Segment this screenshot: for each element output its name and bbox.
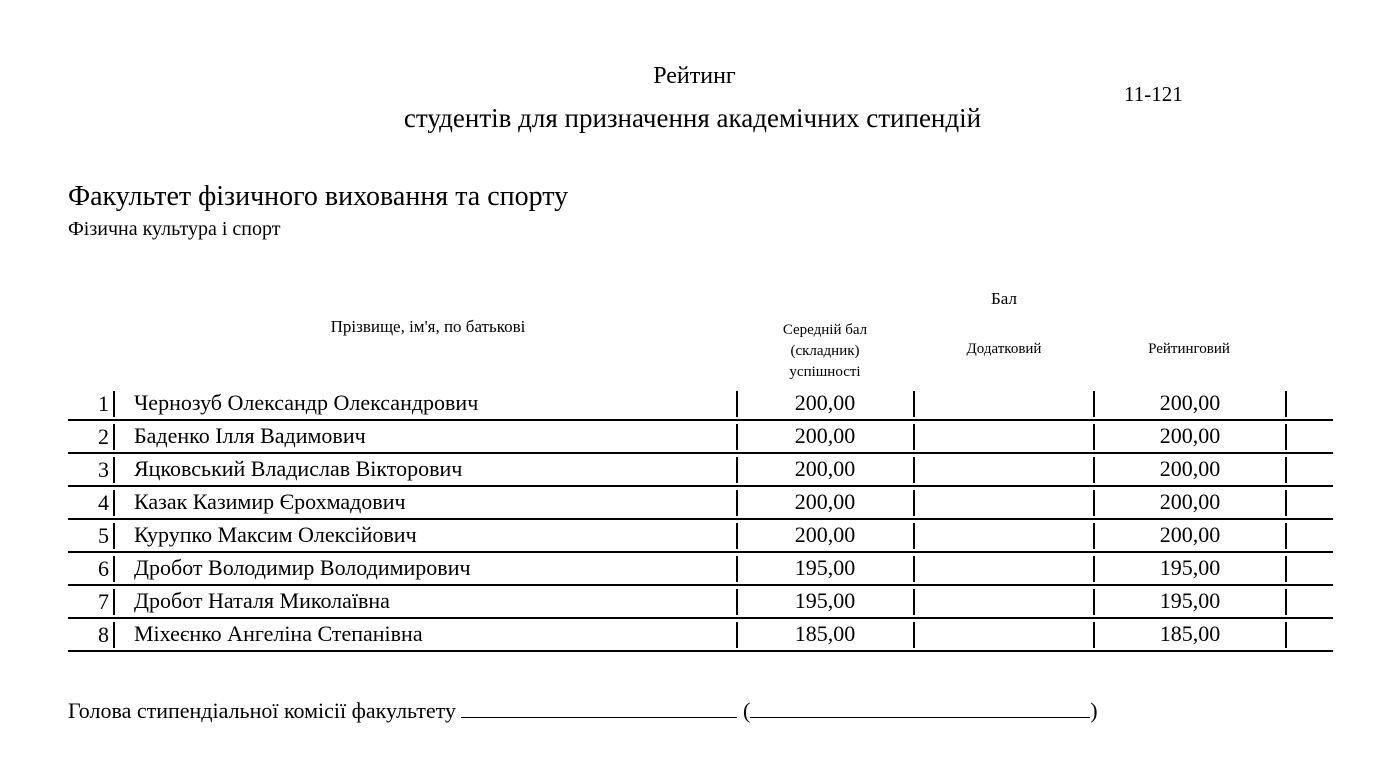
column-divider: [1093, 622, 1095, 648]
additional-score: [914, 487, 1094, 518]
average-score: 200,00: [794, 456, 856, 481]
row-number: 2: [68, 424, 115, 450]
rating-score: 185,00: [1159, 621, 1221, 646]
additional-score: [914, 586, 1094, 617]
table-row: [68, 586, 1333, 619]
name-line: [750, 697, 1090, 718]
table-row: [68, 487, 1333, 520]
column-divider: [1285, 424, 1287, 450]
column-header-average: [740, 320, 910, 383]
group-code: 11-121: [1124, 82, 1183, 106]
student-name: Міхеєнко Ангеліна Степанівна: [134, 621, 423, 646]
rating-score: 195,00: [1159, 555, 1221, 580]
average-score: 195,00: [794, 588, 856, 613]
specialty-name: Фізична культура і спорт: [68, 218, 281, 240]
student-name: Баденко Ілля Вадимович: [134, 423, 366, 448]
rating-score: 200,00: [1159, 390, 1221, 415]
column-header-average-line2: (складник): [790, 343, 860, 359]
column-divider: [1093, 523, 1095, 549]
column-divider: [736, 391, 738, 417]
column-divider: [736, 589, 738, 615]
column-divider: [913, 523, 915, 549]
rating-score: 200,00: [1159, 522, 1221, 547]
column-header-average-line1: Середній бал: [782, 322, 868, 338]
column-divider: [1093, 589, 1095, 615]
column-divider: [1285, 589, 1287, 615]
student-name: Казак Казимир Єрохмадович: [134, 489, 406, 514]
average-score: 185,00: [794, 621, 856, 646]
column-divider: [1285, 556, 1287, 582]
document-subtitle: [0, 102, 1379, 134]
signature-line: [461, 697, 737, 718]
column-header-name: Прізвище, ім'я, по батькові: [330, 317, 526, 336]
column-divider: [736, 457, 738, 483]
rating-score: 200,00: [1159, 489, 1221, 514]
row-number: 7: [68, 589, 115, 615]
table-row: [68, 388, 1333, 421]
row-number: 3: [68, 457, 115, 483]
row-number: 4: [68, 490, 115, 516]
column-divider: [913, 424, 915, 450]
average-score: 200,00: [794, 489, 856, 514]
average-score: 200,00: [794, 423, 856, 448]
table-row: [68, 454, 1333, 487]
rating-table: [68, 388, 1333, 652]
row-number: 8: [68, 622, 115, 648]
faculty-name: Факультет фізичного виховання та спорту: [68, 181, 569, 212]
column-divider: [913, 589, 915, 615]
table-row: [68, 520, 1333, 553]
column-divider: [1093, 457, 1095, 483]
rating-score: 200,00: [1159, 423, 1221, 448]
column-divider: [1285, 457, 1287, 483]
column-header-average-line3: успішності: [789, 364, 861, 380]
additional-score: [914, 388, 1094, 419]
column-divider: [736, 490, 738, 516]
column-divider: [913, 490, 915, 516]
column-divider: [1093, 391, 1095, 417]
row-number: 6: [68, 556, 115, 582]
column-header-additional: Додатковий: [966, 341, 1042, 357]
average-score: 195,00: [794, 555, 856, 580]
column-header-rating: Рейтинговий: [1148, 341, 1230, 357]
signature-label: Голова стипендіальної комісії факультету: [68, 698, 456, 723]
column-divider: [913, 391, 915, 417]
column-divider: [1093, 490, 1095, 516]
column-divider: [913, 556, 915, 582]
student-name: Дробот Володимир Володимирович: [134, 555, 471, 580]
student-name: Курупко Максим Олексійович: [134, 522, 417, 547]
column-divider: [1093, 424, 1095, 450]
signature-block: [68, 697, 1098, 724]
student-name: Яцковський Владислав Вікторович: [134, 456, 463, 481]
column-divider: [736, 523, 738, 549]
column-divider: [736, 622, 738, 648]
student-name: Чернозуб Олександр Олександрович: [134, 390, 479, 415]
column-group-header-score: Бал: [991, 289, 1017, 308]
student-name: Дробот Наталя Миколаївна: [134, 588, 390, 613]
rating-score: 195,00: [1159, 588, 1221, 613]
document-title-text: Рейтинг: [653, 63, 736, 89]
table-row: [68, 619, 1333, 652]
column-divider: [1285, 391, 1287, 417]
column-divider: [1285, 523, 1287, 549]
column-divider: [736, 424, 738, 450]
table-row: [68, 553, 1333, 586]
column-divider: [913, 457, 915, 483]
table-row: [68, 421, 1333, 454]
rating-score: 200,00: [1159, 456, 1221, 481]
column-divider: [913, 622, 915, 648]
row-number: 5: [68, 523, 115, 549]
column-divider: [1093, 556, 1095, 582]
additional-score: [914, 421, 1094, 452]
close-paren: ): [1090, 698, 1098, 723]
additional-score: [914, 553, 1094, 584]
open-paren: (: [742, 698, 751, 723]
additional-score: [914, 619, 1094, 650]
row-number: 1: [68, 391, 115, 417]
column-divider: [736, 556, 738, 582]
average-score: 200,00: [794, 390, 856, 415]
additional-score: [914, 520, 1094, 551]
column-divider: [1285, 622, 1287, 648]
column-divider: [1285, 490, 1287, 516]
average-score: 200,00: [794, 522, 856, 547]
document-subtitle-text: студентів для призначення академічних стипендій: [403, 103, 982, 133]
additional-score: [914, 454, 1094, 485]
